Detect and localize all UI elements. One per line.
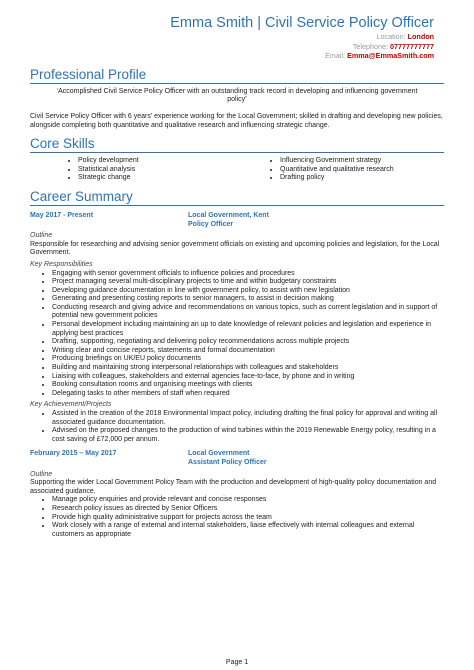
job-organisation: Local Government xyxy=(188,450,250,458)
job-dates: February 2015 – May 2017 xyxy=(30,450,117,458)
achievements-list xyxy=(30,410,444,444)
job-outline: Supporting the wider Local Government Policy Team with the production and development of high-quality policy documentation and associated guidance. xyxy=(30,479,437,495)
candidate-name-title: Emma Smith | Civil Service Policy Officer xyxy=(170,15,434,31)
email-label: Email: xyxy=(325,51,346,61)
list-item: • Drafting, supporting, negotiating and delivering policy recommendations across multiple projects xyxy=(52,338,444,347)
list-item: • Project managing several multi-disciplinary projects to time and within budgetary constraints xyxy=(52,278,444,287)
list-item: • Developing guidance documentation in line with government policy, to assist with new legislation xyxy=(52,287,444,296)
list-item: • Producing briefings on UK/EU policy documents xyxy=(52,355,444,364)
career-heading: Career Summary xyxy=(30,189,444,206)
list-item: • Research policy issues as directed by Senior Officers xyxy=(52,505,444,514)
telephone-line xyxy=(30,42,434,52)
job-header xyxy=(30,450,444,467)
skills-column-right xyxy=(270,157,444,183)
skill-item: • Statistical analysis xyxy=(78,166,242,175)
skills-heading: Core Skills xyxy=(30,136,444,153)
skills-column-left xyxy=(68,157,242,183)
page-number: Page 1 xyxy=(225,659,249,666)
outline-label: Outline xyxy=(30,470,53,478)
profile-heading: Professional Profile xyxy=(30,67,444,84)
job-organisation: Local Government, Kent xyxy=(188,211,269,219)
skill-item: • Policy development xyxy=(78,157,242,166)
list-item: • Writing clear and concise reports, statements and formal documentation xyxy=(52,347,444,356)
location-value: London xyxy=(407,32,434,41)
list-item: • Personal development including maintaining an up to date knowledge of relevant policies and legislation and experience in applying best practices xyxy=(52,321,444,338)
outline-label: Outline xyxy=(30,232,53,240)
job-title: Assistant Policy Officer xyxy=(188,458,267,466)
list-item: • Generating and presenting costing reports to senior managers, to assist in decision making xyxy=(52,295,444,304)
list-item: • Provide high quality administrative support for projects across the team xyxy=(52,514,444,523)
list-item: • Liaising with colleagues, stakeholders and external agencies face-to-face, by phone and in writing xyxy=(52,373,444,382)
email-line xyxy=(30,51,434,61)
job-org-block xyxy=(188,450,267,467)
list-item: • Building and maintaining strong interpersonal relationships with colleagues and stakeholders xyxy=(52,364,444,373)
list-item: • Conducting research and giving advice and recommendations on various topics, such as current legislation and in support of potential new government policies xyxy=(52,304,444,321)
list-item: • Delegating tasks to other members of staff when required xyxy=(52,390,444,399)
achievements-label: Key Achievement/Projects xyxy=(30,401,112,409)
job-title: Policy Officer xyxy=(188,220,234,228)
location-label: Location: xyxy=(376,32,406,41)
job-outline: Responsible for researching and advising senior government officials on existing and upcoming policies and legislation, for the Local Government. xyxy=(30,240,440,257)
list-item: • Manage policy enquiries and provide relevant and concise responses xyxy=(52,496,444,505)
profile-quote: ‘Accomplished Civil Service Policy Officer with an outstanding track record in developing and influencing government policy’ xyxy=(56,87,418,104)
list-item: • Engaging with senior government officials to influence policies and procedures xyxy=(52,270,444,279)
skills-list xyxy=(68,157,444,183)
profile-summary: Civil Service Policy Officer with 6 years’ experience working for the Local Government; skilled in drafting and developing new policies, alongside completing both quantitative and qualitative research and influencing strategic change. xyxy=(30,112,443,129)
job-org-block xyxy=(188,212,269,229)
job-header xyxy=(30,212,444,229)
responsibilities-list xyxy=(30,270,444,399)
responsibilities-label: Key Responsibilities xyxy=(30,260,93,268)
telephone-value: 07777777777 xyxy=(390,41,434,51)
skill-item: • Influencing Government strategy xyxy=(280,157,444,166)
list-item: • Booking consultation rooms and organising meetings with clients xyxy=(52,381,444,390)
skill-item: • Drafting policy xyxy=(280,174,444,183)
skill-item: • Quantitative and qualitative research xyxy=(280,166,444,175)
list-item: • Assisted in the creation of the 2018 Environmental Impact policy, including drafting the final policy for approval and writing all associated guidance documentation. xyxy=(52,410,444,427)
telephone-label: Telephone: xyxy=(352,41,389,51)
email-value: Emma@EmmaSmith.com xyxy=(347,51,434,61)
job-dates: May 2017 - Present xyxy=(30,211,94,219)
responsibilities-list xyxy=(30,496,444,539)
list-item: • Advised on the proposed changes to the production of wind turbines within the 2019 Renewable Energy policy, resulting in a cost saving of £72,000 per annum. xyxy=(52,427,444,444)
location-line xyxy=(30,32,434,42)
cv-header xyxy=(30,14,444,61)
list-item: • Work closely with a range of external and internal stakeholders, liaise effectively with internal colleagues and external customers as appropriate xyxy=(52,522,444,539)
skill-item: • Strategic change xyxy=(78,174,242,183)
